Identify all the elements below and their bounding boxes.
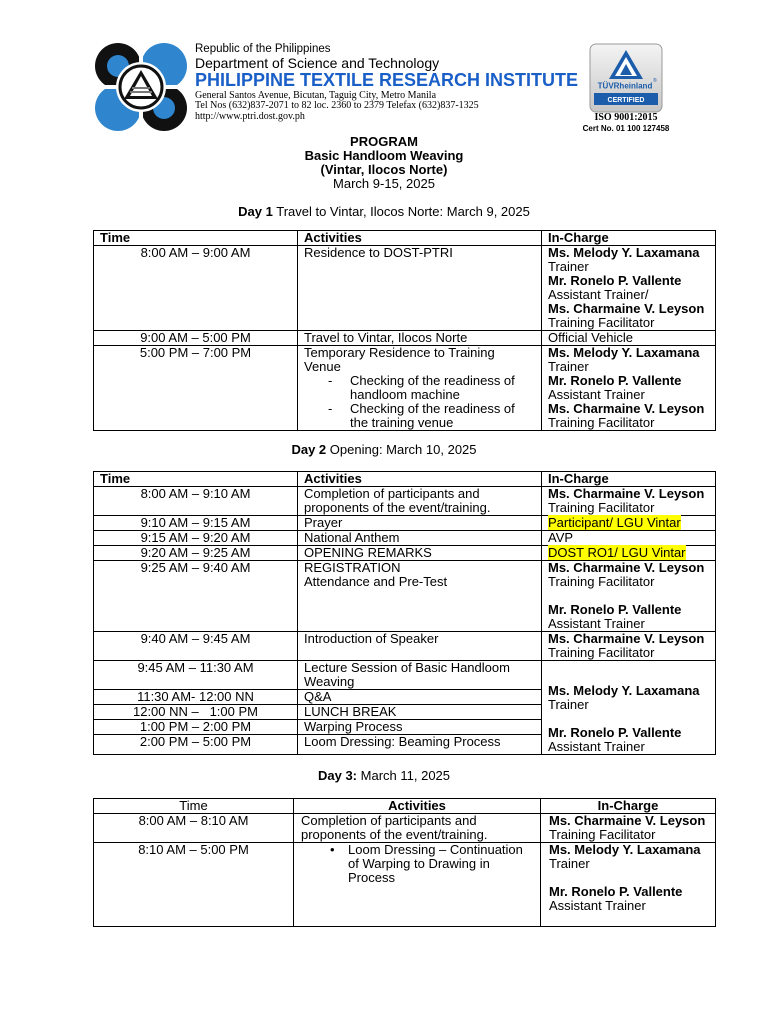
time-cell: 8:00 AM – 8:10 AM bbox=[94, 814, 294, 843]
time-cell: 1:00 PM – 2:00 PM bbox=[94, 720, 298, 735]
program-title-block bbox=[0, 135, 768, 191]
person-name: Ms. Melody Y. Laxamana bbox=[548, 683, 700, 698]
time-cell: 9:15 AM – 9:20 AM bbox=[94, 531, 298, 546]
person-role: Assistant Trainer bbox=[548, 387, 645, 402]
person-name: Ms. Charmaine V. Leyson bbox=[548, 301, 705, 316]
table-header-row bbox=[94, 472, 716, 487]
day2-caption bbox=[0, 443, 768, 457]
table-row bbox=[94, 561, 716, 632]
time-cell: 9:00 AM – 5:00 PM bbox=[94, 331, 298, 346]
table-row bbox=[94, 487, 716, 516]
table-row bbox=[94, 661, 716, 690]
activity-cell bbox=[298, 561, 542, 632]
table-row bbox=[94, 346, 716, 431]
person-name: Mr. Ronelo P. Vallente bbox=[548, 725, 682, 740]
bullet-item: • Loom Dressing – Continuation of Warping to Drawing in Process bbox=[348, 843, 529, 885]
activity-cell: Introduction of Speaker bbox=[298, 632, 542, 661]
column-header-activities: Activities bbox=[298, 472, 542, 487]
time-cell: 9:20 AM – 9:25 AM bbox=[94, 546, 298, 561]
activity-cell bbox=[298, 346, 542, 431]
activity-cell: Completion of participants and proponents of the event/training. bbox=[294, 814, 541, 843]
time-cell: 9:40 AM – 9:45 AM bbox=[94, 632, 298, 661]
cert-badge-text: CERTIFIED bbox=[607, 97, 645, 104]
person-name: Ms. Melody Y. Laxamana bbox=[548, 345, 700, 360]
in-charge-cell bbox=[542, 346, 716, 431]
person-role: Training Facilitator bbox=[548, 574, 655, 589]
day-description: Opening: March 10, 2025 bbox=[329, 442, 477, 457]
person-role: Trainer bbox=[549, 856, 590, 871]
table-row bbox=[94, 843, 716, 927]
dost-ptri-logo-icon bbox=[93, 43, 189, 131]
activity-text: Temporary Residence to Training Venue bbox=[304, 345, 495, 374]
column-header-activities: Activities bbox=[294, 799, 541, 814]
activity-text: REGISTRATION bbox=[304, 560, 401, 575]
day-label: Day 1 bbox=[238, 204, 273, 219]
time-cell: 9:10 AM – 9:15 AM bbox=[94, 516, 298, 531]
time-cell: 12:00 NN – 1:00 PM bbox=[94, 705, 298, 720]
course-title: Basic Handloom Weaving bbox=[304, 148, 464, 163]
person-role: Assistant Trainer/ bbox=[548, 287, 649, 302]
certificate-number: Cert No. 01 100 127458 bbox=[582, 124, 670, 133]
in-charge-cell bbox=[542, 561, 716, 632]
column-header-time: Time bbox=[94, 472, 298, 487]
in-charge-cell bbox=[542, 246, 716, 331]
activity-cell: Loom Dressing: Beaming Process bbox=[298, 735, 542, 755]
time-cell: 11:30 AM- 12:00 NN bbox=[94, 690, 298, 705]
time-cell: 8:00 AM – 9:10 AM bbox=[94, 487, 298, 516]
institute-name: PHILIPPINE TEXTILE RESEARCH INSTITUTE bbox=[195, 70, 579, 90]
person-name: Ms. Charmaine V. Leyson bbox=[548, 560, 705, 575]
column-header-in-charge: In-Charge bbox=[541, 799, 716, 814]
person-name: Ms. Charmaine V. Leyson bbox=[549, 813, 706, 828]
activity-detail: Attendance and Pre-Test bbox=[304, 574, 448, 589]
course-venue: (Vintar, Ilocos Norte) bbox=[320, 162, 448, 177]
person-name: Ms. Melody Y. Laxamana bbox=[549, 842, 701, 857]
in-charge-cell bbox=[542, 487, 716, 516]
day3-caption bbox=[0, 769, 768, 783]
person-name: Mr. Ronelo P. Vallente bbox=[548, 602, 682, 617]
activity-cell: Travel to Vintar, Ilocos Norte bbox=[298, 331, 542, 346]
checklist-item: - Checking of the readiness of the training venue bbox=[350, 402, 529, 430]
highlighted-text: DOST RO1/ LGU Vintar bbox=[548, 545, 686, 560]
registered-mark: ® bbox=[653, 78, 657, 84]
time-cell: 5:00 PM – 7:00 PM bbox=[94, 346, 298, 431]
time-cell: 9:45 AM – 11:30 AM bbox=[94, 661, 298, 690]
person-role: Assistant Trainer bbox=[548, 616, 645, 631]
program-heading: PROGRAM bbox=[350, 134, 418, 149]
column-header-in-charge: In-Charge bbox=[542, 231, 716, 246]
person-name: Mr. Ronelo P. Vallente bbox=[549, 884, 683, 899]
table-row bbox=[94, 246, 716, 331]
activity-cell: Residence to DOST-PTRI bbox=[298, 246, 542, 331]
day-label: Day 2 bbox=[291, 442, 327, 457]
in-charge-cell bbox=[541, 814, 716, 843]
in-charge-cell: AVP bbox=[542, 531, 716, 546]
website-line: http://www.ptri.dost.gov.ph bbox=[195, 111, 305, 122]
column-header-in-charge: In-Charge bbox=[542, 472, 716, 487]
person-role: Trainer bbox=[548, 697, 589, 712]
activity-cell: Q&A bbox=[298, 690, 542, 705]
course-dates: March 9-15, 2025 bbox=[333, 176, 435, 191]
person-name: Mr. Ronelo P. Vallente bbox=[548, 273, 682, 288]
in-charge-cell: Official Vehicle bbox=[542, 331, 716, 346]
address-line: General Santos Avenue, Bicutan, Taguig City, Metro Manila bbox=[195, 90, 437, 101]
table-row bbox=[94, 516, 716, 531]
cert-brand-text: TÜVRheinland bbox=[597, 81, 653, 91]
activity-cell bbox=[294, 843, 541, 927]
iso-standard: ISO 9001:2015 bbox=[594, 112, 658, 123]
republic-line: Republic of the Philippines bbox=[195, 43, 331, 55]
column-header-activities: Activities bbox=[298, 231, 542, 246]
column-header-time: Time bbox=[94, 799, 294, 814]
person-role: Training Facilitator bbox=[548, 315, 655, 330]
spacer bbox=[549, 871, 709, 885]
activity-cell: OPENING REMARKS bbox=[298, 546, 542, 561]
person-name: Ms. Charmaine V. Leyson bbox=[548, 486, 705, 501]
checklist-item: - Checking of the readiness of handloom machine bbox=[350, 374, 529, 402]
time-cell: 8:10 AM – 5:00 PM bbox=[94, 843, 294, 927]
activity-cell: National Anthem bbox=[298, 531, 542, 546]
person-role: Training Facilitator bbox=[548, 415, 655, 430]
day1-caption bbox=[0, 205, 768, 219]
day2-schedule-table bbox=[93, 471, 716, 755]
highlighted-text: Participant/ LGU Vintar bbox=[548, 515, 681, 530]
time-cell: 9:25 AM – 9:40 AM bbox=[94, 561, 298, 632]
person-name: Ms. Charmaine V. Leyson bbox=[548, 631, 705, 646]
contact-line: Tel Nos (632)837-2071 to 82 loc. 2360 to 2379 Telefax (632)837-1325 bbox=[195, 100, 479, 111]
person-role: Training Facilitator bbox=[548, 645, 655, 660]
activity-cell: Prayer bbox=[298, 516, 542, 531]
day1-schedule-table bbox=[93, 230, 716, 431]
table-header-row bbox=[94, 231, 716, 246]
activity-cell: LUNCH BREAK bbox=[298, 705, 542, 720]
spacer bbox=[548, 589, 707, 603]
table-row bbox=[94, 632, 716, 661]
day-label: Day 3: bbox=[317, 768, 358, 783]
person-role: Trainer bbox=[548, 259, 589, 274]
in-charge-cell bbox=[542, 661, 716, 755]
person-role: Training Facilitator bbox=[549, 827, 656, 842]
person-role: Assistant Trainer bbox=[549, 898, 646, 913]
person-role: Assistant Trainer bbox=[548, 739, 645, 754]
column-header-time: Time bbox=[94, 231, 298, 246]
activity-cell: Lecture Session of Basic Handloom Weaving bbox=[298, 661, 542, 690]
spacer bbox=[548, 712, 707, 726]
table-row bbox=[94, 331, 716, 346]
person-name: Ms. Melody Y. Laxamana bbox=[548, 245, 700, 260]
in-charge-cell bbox=[542, 516, 716, 531]
activity-cell: Warping Process bbox=[298, 720, 542, 735]
activity-checklist bbox=[304, 374, 533, 430]
in-charge-cell bbox=[542, 546, 716, 561]
department-line: Department of Science and Technology bbox=[195, 55, 440, 71]
person-name: Mr. Ronelo P. Vallente bbox=[548, 373, 682, 388]
day-description: March 11, 2025 bbox=[360, 768, 451, 783]
table-row bbox=[94, 531, 716, 546]
day3-schedule-table bbox=[93, 798, 716, 927]
time-cell: 2:00 PM – 5:00 PM bbox=[94, 735, 298, 755]
tuv-rheinland-logo-icon bbox=[589, 43, 663, 113]
activity-cell: Completion of participants and proponents of the event/training. bbox=[298, 487, 542, 516]
time-cell: 8:00 AM – 9:00 AM bbox=[94, 246, 298, 331]
table-header-row bbox=[94, 799, 716, 814]
table-row bbox=[94, 814, 716, 843]
activity-bullet-list bbox=[301, 843, 529, 885]
person-name: Ms. Charmaine V. Leyson bbox=[548, 401, 705, 416]
person-role: Trainer bbox=[548, 359, 589, 374]
in-charge-cell bbox=[542, 632, 716, 661]
table-row bbox=[94, 546, 716, 561]
day-description: Travel to Vintar, Ilocos Norte: March 9, 2025 bbox=[276, 204, 530, 219]
person-role: Training Facilitator bbox=[548, 500, 655, 515]
in-charge-cell bbox=[541, 843, 716, 927]
